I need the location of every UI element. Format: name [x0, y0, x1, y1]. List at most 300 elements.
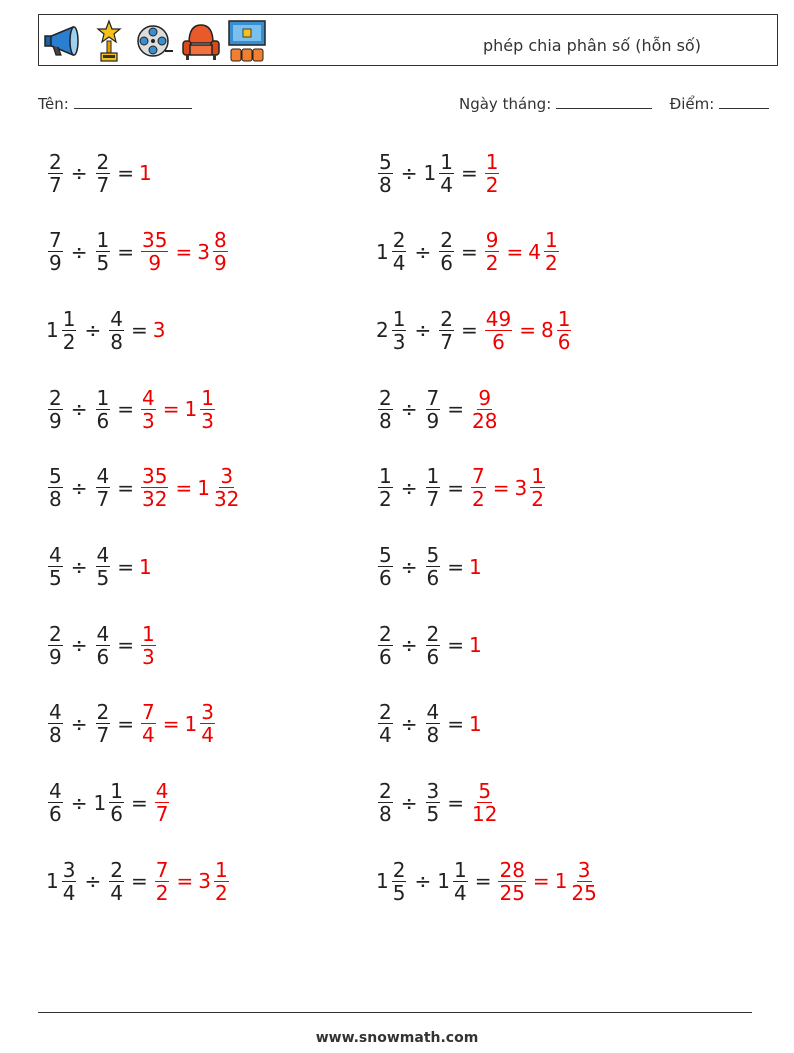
- answer-value: [528, 229, 560, 274]
- numerator: 1: [440, 149, 453, 174]
- numerator: 5: [379, 149, 392, 174]
- problem-item: [46, 379, 217, 439]
- equals-sign: =: [117, 711, 134, 736]
- equals-sign: =: [532, 869, 550, 894]
- operand: [94, 151, 113, 196]
- denominator: 4: [379, 723, 392, 748]
- operand: [424, 387, 443, 432]
- denominator: 9: [213, 251, 227, 276]
- operand: [94, 465, 113, 510]
- divide-sign: ÷: [400, 790, 418, 815]
- fraction: [48, 465, 63, 510]
- answer-value: [483, 151, 502, 196]
- fraction: [62, 859, 77, 904]
- fraction: [570, 859, 597, 904]
- numerator: 2: [426, 621, 440, 646]
- answer-value: [139, 623, 158, 668]
- whole-part: 8: [540, 318, 554, 343]
- denominator: 28: [472, 408, 498, 433]
- numerator: 8: [213, 228, 227, 253]
- denominator: 4: [440, 172, 453, 197]
- numerator: 1: [110, 779, 123, 804]
- equals-sign: =: [176, 869, 194, 894]
- operand: [376, 780, 395, 825]
- footer-url: www.snowmath.com: [315, 1030, 479, 1046]
- answer-value: [139, 161, 153, 185]
- operand: [376, 701, 395, 746]
- numerator: 2: [440, 306, 453, 331]
- fraction: [392, 308, 407, 353]
- operand: [437, 308, 456, 353]
- numerator: 4: [96, 464, 110, 489]
- denominator: 5: [96, 566, 110, 590]
- denominator: 2: [379, 487, 392, 512]
- denominator: 8: [110, 329, 123, 354]
- operand: [376, 387, 395, 432]
- problem-item: [376, 773, 500, 833]
- denominator: 25: [571, 880, 597, 905]
- problem-item: [46, 458, 242, 518]
- whole-part: 3: [514, 475, 528, 500]
- armchair-icon: [181, 19, 221, 63]
- fraction: [378, 623, 393, 668]
- denominator: 4: [110, 880, 123, 905]
- fraction: [378, 465, 393, 510]
- answer-value: [139, 701, 158, 746]
- numerator: 3: [426, 779, 440, 804]
- operand: [94, 780, 126, 825]
- denominator: 3: [201, 408, 214, 433]
- fraction: [471, 780, 498, 825]
- fraction: [141, 701, 156, 746]
- footer-divider: [38, 1012, 752, 1013]
- equals-sign: =: [130, 318, 148, 343]
- answer-value: [555, 859, 600, 904]
- denominator: 32: [213, 487, 240, 512]
- denominator: 7: [155, 802, 169, 827]
- numerator: 2: [49, 621, 62, 646]
- operand: [46, 465, 65, 510]
- denominator: 8: [379, 408, 392, 433]
- whole-part: 3: [152, 318, 166, 343]
- denominator: 6: [110, 802, 123, 827]
- operand: [424, 465, 443, 510]
- answer-value: [469, 465, 488, 510]
- whole-part: 1: [423, 161, 437, 185]
- operand: [424, 780, 443, 825]
- fraction: [426, 387, 441, 432]
- answer-value: [483, 229, 502, 274]
- numerator: 4: [49, 779, 62, 804]
- denominator: 2: [214, 880, 228, 905]
- fraction: [155, 859, 170, 904]
- divide-sign: ÷: [84, 869, 102, 894]
- problem-item: [376, 222, 561, 282]
- numerator: 2: [96, 149, 110, 174]
- answer-value: [483, 308, 514, 353]
- fraction: [213, 229, 228, 274]
- denominator: 3: [142, 644, 155, 669]
- numerator: 2: [379, 621, 392, 646]
- numerator: 35: [142, 228, 168, 253]
- equals-sign: =: [162, 711, 180, 736]
- divide-sign: ÷: [70, 554, 88, 579]
- equals-sign: =: [519, 318, 536, 343]
- numerator: 5: [379, 543, 392, 567]
- denominator: 5: [426, 802, 440, 827]
- problem-item: [46, 222, 230, 282]
- fraction: [48, 544, 63, 589]
- whole-part: 1: [46, 318, 59, 343]
- numerator: 2: [110, 857, 123, 882]
- denominator: 5: [96, 251, 110, 276]
- tv-screen-icon: [227, 19, 267, 63]
- numerator: 7: [472, 464, 485, 489]
- denominator: 2: [62, 329, 76, 354]
- answer-value: [496, 859, 527, 904]
- numerator: 4: [155, 779, 169, 804]
- denominator: 8: [49, 723, 62, 748]
- operand: [376, 308, 408, 353]
- answer-value: [153, 859, 172, 904]
- divide-sign: ÷: [400, 397, 418, 422]
- denominator: 4: [62, 880, 76, 905]
- denominator: 6: [557, 329, 571, 354]
- whole-part: 3: [198, 869, 211, 894]
- fraction: [96, 623, 111, 668]
- operand: [94, 701, 113, 746]
- divide-sign: ÷: [400, 475, 418, 500]
- numerator: 1: [142, 621, 155, 646]
- denominator: 32: [142, 487, 168, 512]
- denominator: 9: [49, 408, 62, 433]
- fraction: [96, 151, 111, 196]
- operand: [424, 544, 443, 589]
- denominator: 2: [485, 172, 499, 197]
- fraction: [485, 151, 500, 196]
- divide-sign: ÷: [70, 397, 88, 422]
- operand: [46, 387, 65, 432]
- whole-part: 1: [437, 869, 450, 894]
- denominator: 6: [492, 329, 505, 354]
- numerator: 9: [478, 385, 492, 410]
- divide-sign: ÷: [414, 869, 432, 894]
- fraction: [96, 544, 111, 589]
- whole-part: 1: [469, 633, 482, 658]
- operand: [46, 701, 65, 746]
- score-label: Điểm:: [669, 95, 715, 113]
- answer-value: [515, 465, 547, 510]
- denominator: 7: [440, 329, 453, 354]
- fraction: [96, 387, 111, 432]
- operand: [46, 623, 65, 668]
- numerator: 3: [577, 857, 591, 882]
- problem-item: [46, 773, 171, 833]
- numerator: 1: [426, 464, 440, 489]
- numerator: 5: [478, 779, 492, 804]
- equals-sign: =: [460, 318, 478, 343]
- numerator: 1: [96, 228, 110, 253]
- fraction: [213, 465, 240, 510]
- numerator: 2: [49, 149, 62, 174]
- whole-part: 1: [184, 397, 198, 422]
- denominator: 8: [379, 172, 392, 197]
- score-blank[interactable]: [719, 94, 769, 109]
- divide-sign: ÷: [70, 633, 88, 658]
- whole-part: 1: [184, 711, 198, 736]
- whole-part: 1: [469, 554, 482, 579]
- answer-value: [153, 318, 167, 342]
- problem-item: [46, 851, 231, 911]
- divide-sign: ÷: [70, 711, 88, 736]
- whole-part: 1: [139, 161, 152, 185]
- fraction: [155, 780, 170, 825]
- problem-item: [376, 458, 547, 518]
- answer-value: [139, 465, 170, 510]
- problem-item: [46, 694, 217, 754]
- numerator: 2: [379, 385, 392, 410]
- answer-value: [153, 780, 172, 825]
- denominator: 2: [155, 880, 169, 905]
- fraction: [485, 229, 500, 274]
- fraction: [200, 387, 215, 432]
- equals-sign: =: [447, 397, 464, 422]
- numerator: 7: [426, 385, 440, 410]
- equals-sign: =: [460, 161, 478, 185]
- whole-part: 1: [376, 239, 389, 264]
- fraction: [200, 701, 215, 746]
- fraction: [439, 308, 454, 353]
- whole-part: 1: [376, 869, 389, 894]
- problem-item: [376, 143, 501, 203]
- operand: [376, 623, 395, 668]
- fraction: [426, 701, 441, 746]
- numerator: 1: [531, 464, 544, 489]
- denominator: 3: [392, 329, 406, 354]
- fraction: [109, 308, 124, 353]
- equals-sign: =: [474, 869, 492, 894]
- equals-sign: =: [117, 161, 134, 185]
- operand: [46, 859, 78, 904]
- fraction: [530, 465, 545, 510]
- numerator: 1: [453, 857, 467, 882]
- numerator: 4: [96, 543, 110, 567]
- numerator: 9: [485, 228, 499, 253]
- numerator: 4: [49, 543, 62, 567]
- equals-sign: =: [447, 790, 464, 815]
- name-field: [38, 94, 192, 113]
- answer-value: [198, 859, 230, 904]
- date-field: [459, 94, 769, 113]
- fraction: [378, 544, 393, 589]
- denominator: 7: [426, 487, 440, 512]
- denominator: 6: [379, 644, 392, 669]
- equals-sign: =: [117, 397, 134, 422]
- operand: [94, 623, 113, 668]
- equals-sign: =: [130, 790, 148, 815]
- name-label: Tên:: [38, 95, 69, 113]
- operand: [437, 859, 469, 904]
- numerator: 28: [499, 857, 525, 882]
- denominator: 12: [472, 802, 498, 827]
- denominator: 5: [392, 880, 406, 905]
- operand: [424, 151, 456, 196]
- header-icons: [43, 19, 267, 63]
- fraction: [498, 859, 525, 904]
- fraction: [378, 151, 393, 196]
- equals-sign: =: [175, 239, 193, 264]
- answer-value: [197, 465, 242, 510]
- divide-sign: ÷: [400, 161, 418, 185]
- operand: [376, 544, 395, 589]
- denominator: 4: [392, 251, 406, 276]
- denominator: 4: [142, 723, 155, 748]
- fraction: [96, 701, 111, 746]
- divide-sign: ÷: [400, 554, 418, 579]
- answer-value: [185, 387, 217, 432]
- divide-sign: ÷: [70, 475, 88, 500]
- divide-sign: ÷: [400, 711, 418, 736]
- denominator: 6: [426, 566, 440, 590]
- answer-value: [139, 387, 158, 432]
- numerator: 1: [544, 228, 558, 253]
- denominator: 6: [96, 644, 110, 669]
- numerator: 2: [379, 779, 392, 804]
- fraction: [109, 780, 124, 825]
- film-reel-icon: [135, 19, 175, 63]
- worksheet-title: phép chia phân số (hỗn số): [483, 36, 701, 55]
- operand: [376, 465, 395, 510]
- numerator: 4: [96, 621, 110, 646]
- fraction: [392, 229, 407, 274]
- answer-value: [469, 633, 483, 657]
- denominator: 6: [49, 802, 62, 827]
- numerator: 2: [440, 228, 453, 253]
- operand: [376, 151, 395, 196]
- whole-part: 2: [376, 318, 389, 343]
- date-blank[interactable]: [556, 94, 652, 109]
- fraction: [392, 859, 407, 904]
- answer-value: [469, 555, 483, 579]
- fraction: [453, 859, 468, 904]
- fraction: [426, 465, 441, 510]
- numerator: 7: [142, 700, 155, 725]
- denominator: 7: [49, 172, 62, 197]
- numerator: 7: [155, 857, 169, 882]
- fraction: [141, 465, 168, 510]
- denominator: 4: [453, 880, 467, 905]
- problem-item: [46, 300, 166, 360]
- numerator: 3: [62, 857, 76, 882]
- numerator: 4: [142, 385, 155, 410]
- fraction: [471, 465, 486, 510]
- equals-sign: =: [447, 633, 464, 658]
- divide-sign: ÷: [400, 633, 418, 658]
- denominator: 7: [96, 487, 110, 512]
- denominator: 5: [49, 566, 62, 590]
- operand: [94, 544, 113, 589]
- denominator: 3: [142, 408, 155, 433]
- fraction: [48, 701, 63, 746]
- numerator: 4: [110, 306, 123, 331]
- equals-sign: =: [117, 554, 134, 579]
- equals-sign: =: [117, 239, 134, 264]
- denominator: 6: [440, 251, 453, 276]
- fraction: [96, 465, 111, 510]
- numerator: 3: [201, 700, 214, 725]
- fraction: [471, 387, 498, 432]
- fraction: [48, 229, 63, 274]
- denominator: 8: [426, 723, 440, 748]
- name-blank[interactable]: [74, 94, 192, 109]
- equals-sign: =: [117, 633, 134, 658]
- denominator: 6: [426, 644, 440, 669]
- operand: [46, 544, 65, 589]
- problem-item: [376, 537, 483, 597]
- problem-item: [376, 300, 573, 360]
- numerator: 2: [49, 385, 62, 410]
- denominator: 2: [531, 487, 544, 512]
- equals-sign: =: [130, 869, 148, 894]
- numerator: 1: [485, 149, 499, 174]
- equals-sign: =: [117, 475, 134, 500]
- fraction: [426, 780, 441, 825]
- denominator: 6: [96, 408, 110, 433]
- fraction: [439, 229, 454, 274]
- numerator: 2: [392, 228, 406, 253]
- operand: [424, 701, 443, 746]
- denominator: 2: [485, 251, 499, 276]
- fraction: [378, 701, 393, 746]
- problem-item: [376, 615, 483, 675]
- equals-sign: =: [447, 711, 464, 736]
- whole-part: 1: [197, 475, 210, 500]
- equals-sign: =: [447, 554, 464, 579]
- denominator: 2: [544, 251, 558, 276]
- fraction: [439, 151, 454, 196]
- operand: [46, 308, 78, 353]
- denominator: 9: [49, 644, 62, 669]
- numerator: 35: [142, 464, 168, 489]
- numerator: 1: [214, 857, 228, 882]
- fraction: [48, 151, 63, 196]
- denominator: 2: [472, 487, 485, 512]
- operand: [107, 308, 126, 353]
- fraction: [141, 623, 156, 668]
- fraction: [214, 859, 229, 904]
- operand: [437, 229, 456, 274]
- denominator: 8: [49, 487, 62, 512]
- denominator: 8: [379, 802, 392, 827]
- operand: [94, 387, 113, 432]
- denominator: 25: [499, 880, 525, 905]
- operand: [376, 859, 408, 904]
- numerator: 4: [426, 700, 440, 725]
- numerator: 1: [392, 306, 406, 331]
- answer-value: [469, 712, 483, 736]
- numerator: 7: [49, 228, 62, 253]
- equals-sign: =: [175, 475, 193, 500]
- operand: [94, 229, 113, 274]
- numerator: 1: [62, 306, 76, 331]
- numerator: 5: [426, 543, 440, 567]
- numerator: 1: [96, 385, 110, 410]
- megaphone-icon: [43, 19, 83, 63]
- equals-sign: =: [162, 397, 180, 422]
- fraction: [141, 229, 168, 274]
- equals-sign: =: [447, 475, 464, 500]
- denominator: 4: [201, 723, 214, 748]
